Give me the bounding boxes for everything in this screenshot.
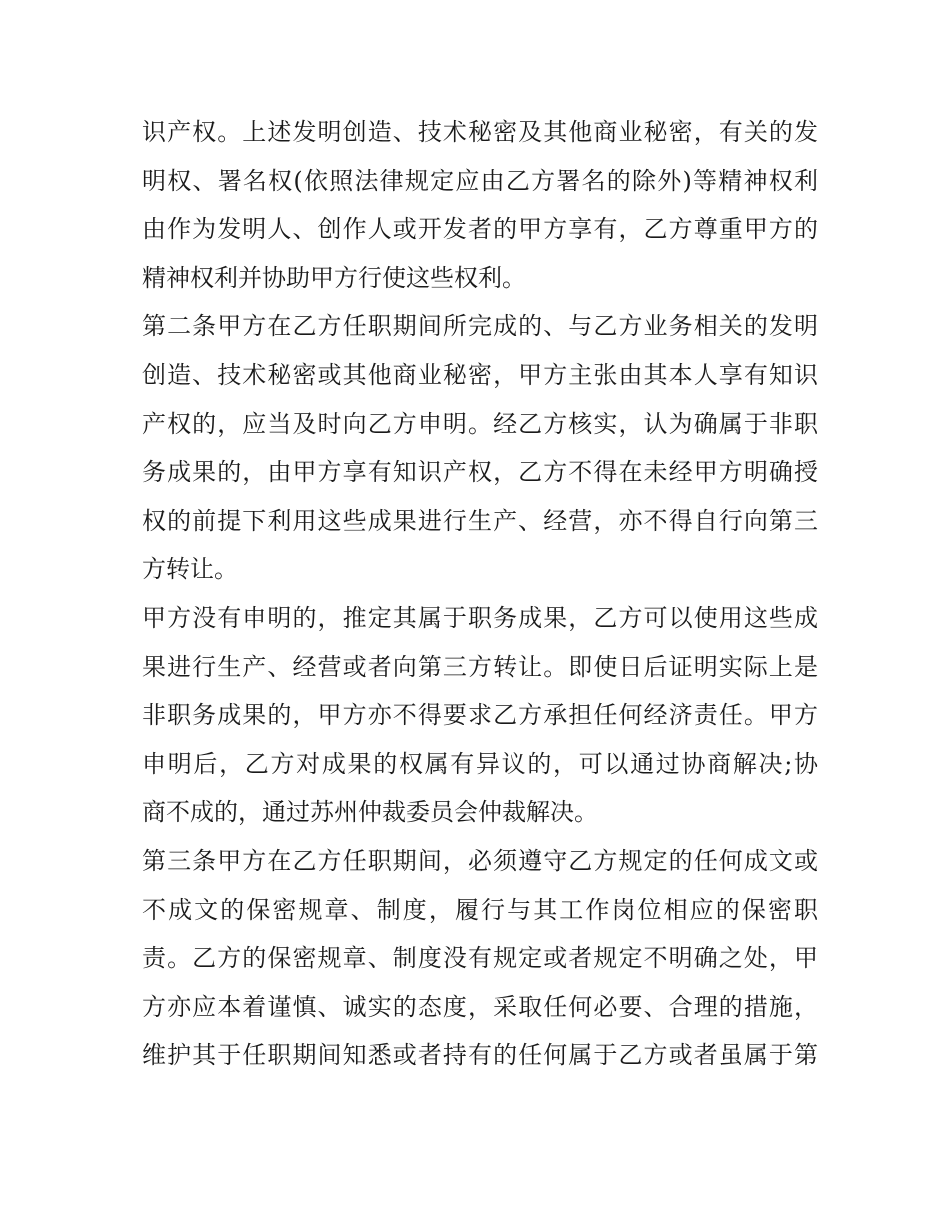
text-line: 第三条甲方在乙方任职期间，必须遵守乙方规定的任何成文或 <box>142 846 818 875</box>
text-line: 方亦应本着谨慎、诚实的态度，采取任何必要、合理的措施， <box>142 992 818 1021</box>
text-line: 方转让。 <box>142 555 238 584</box>
text-line: 识产权。上述发明创造、技术秘密及其他商业秘密，有关的发 <box>142 118 818 146</box>
text-line: 维护其于任职期间知悉或者持有的任何属于乙方或者虽属于第 <box>142 1041 818 1070</box>
text-line: 精神权利并协助甲方行使这些权利。 <box>142 263 526 292</box>
text-line: 不成文的保密规章、制度，履行与其工作岗位相应的保密职 <box>142 895 818 924</box>
text-line: 权的前提下利用这些成果进行生产、经营，亦不得自行向第三 <box>142 506 818 535</box>
text-line: 第二条甲方在乙方任职期间所完成的、与乙方业务相关的发明 <box>142 312 818 341</box>
text-line: 果进行生产、经营或者向第三方转让。即使日后证明实际上是 <box>142 652 818 681</box>
document-body <box>142 108 818 1080</box>
text-line: 由作为发明人、创作人或开发者的甲方享有，乙方尊重甲方的 <box>142 215 818 244</box>
text-line: 明权、署名权(依照法律规定应由乙方署名的除外)等精神权利 <box>142 166 818 195</box>
text-line: 责。乙方的保密规章、制度没有规定或者规定不明确之处，甲 <box>142 944 818 973</box>
text-line: 产权的，应当及时向乙方申明。经乙方核实，认为确属于非职 <box>142 409 818 438</box>
text-line: 务成果的，由甲方享有知识产权，乙方不得在未经甲方明确授 <box>142 458 818 487</box>
text-line: 申明后，乙方对成果的权属有异议的，可以通过协商解决;协 <box>142 749 818 778</box>
text-line: 非职务成果的，甲方亦不得要求乙方承担任何经济责任。甲方 <box>142 701 818 730</box>
text-line: 创造、技术秘密或其他商业秘密，甲方主张由其本人享有知识 <box>142 360 818 389</box>
text-line: 商不成的，通过苏州仲裁委员会仲裁解决。 <box>142 798 598 827</box>
text-line: 甲方没有申明的，推定其属于职务成果，乙方可以使用这些成 <box>142 603 818 632</box>
